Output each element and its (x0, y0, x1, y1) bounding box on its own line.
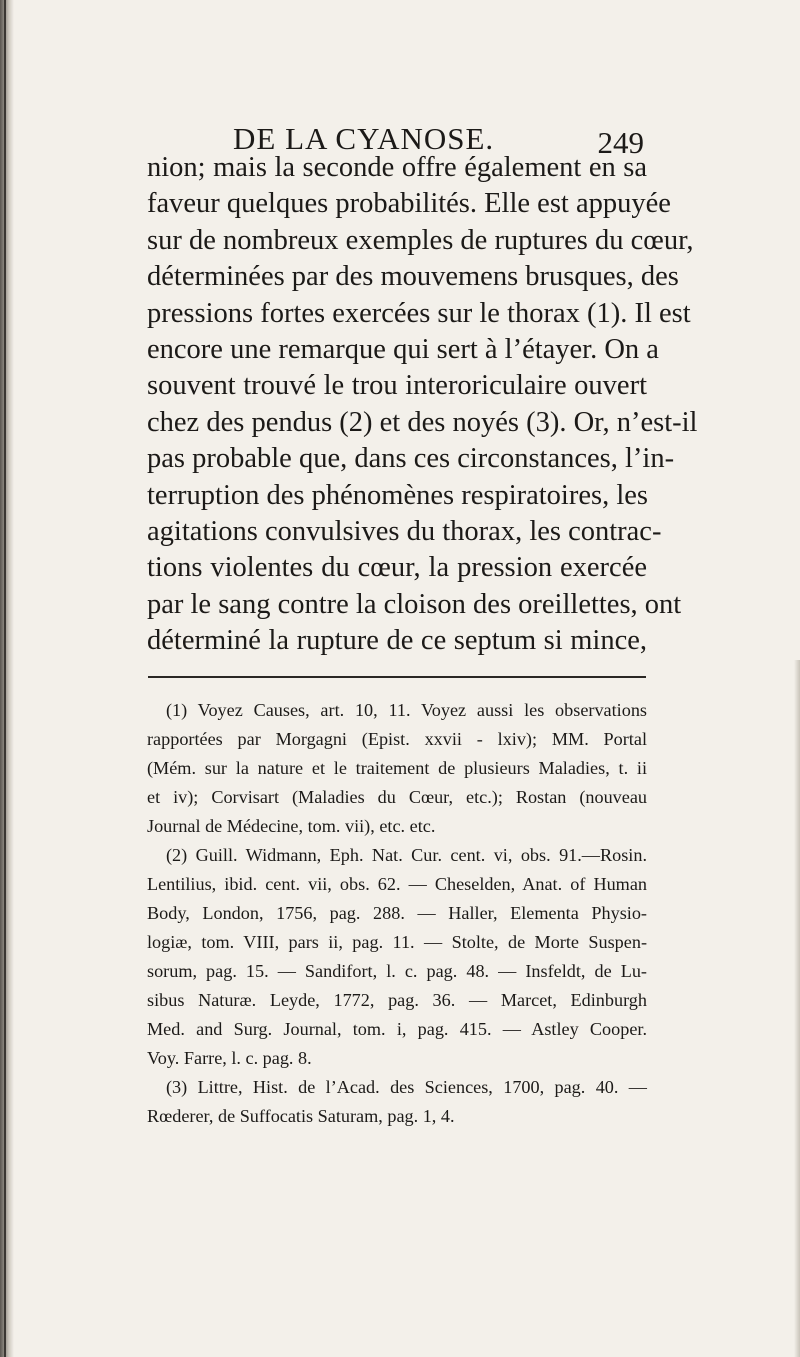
footnote-line: Med. and Surg. Journal, tom. i, pag. 415. — Astley Cooper. (147, 1019, 647, 1039)
footnote-line: Journal de Médecine, tom. vii), etc. etc. (147, 816, 436, 836)
footnote-line: et iv); Corvisart (Maladies du Cœur, etc.); Rostan (nouveau (147, 787, 647, 807)
footnote-line: rapportées par Morgagni (Epist. xxvii - lxiv); MM. Portal (147, 729, 647, 749)
text-line: tions violentes du cœur, la pression exercée (147, 552, 647, 584)
page-number: 249 (597, 125, 644, 160)
text-line: déterminé la rupture de ce septum si mince, (147, 625, 647, 657)
footnote-line: (3) Littre, Hist. de l’Acad. des Sciences, 1700, pag. 40. — (166, 1077, 647, 1097)
text-line: souvent trouvé le trou interoriculaire ouvert (147, 370, 647, 402)
text-line: encore une remarque qui sert à l’étayer. On a (147, 334, 659, 365)
footnote-line: logiæ, tom. VIII, pars ii, pag. 11. — Stolte, de Morte Suspen- (147, 932, 647, 952)
footnote-line: (2) Guill. Widmann, Eph. Nat. Cur. cent. vi, obs. 91.—Rosin. (166, 845, 647, 865)
text-line: pas probable que, dans ces circonstances, l’in- (147, 443, 675, 475)
footnote-line: Rœderer, de Suffocatis Saturam, pag. 1, 4. (147, 1106, 455, 1126)
footnote-line: sorum, pag. 15. — Sandifort, l. c. pag. 48. — Insfeldt, de Lu- (147, 961, 647, 981)
text-line: déterminées par des mouvemens brusques, des (147, 261, 679, 293)
text-line: terruption des phénomènes respiratoires, les (147, 479, 648, 511)
text-line: chez des pendus (2) et des noyés (3). Or, n’est-il (147, 406, 698, 438)
text-line: par le sang contre la cloison des oreillettes, ont (147, 588, 682, 620)
page-edge-shadow (794, 660, 800, 1357)
footnote-line: (1) Voyez Causes, art. 10, 11. Voyez aussi les observations (166, 700, 647, 720)
footnote-line: Body, London, 1756, pag. 288. — Haller, Elementa Physio- (147, 903, 647, 923)
text-line: sur de nombreux exemples de ruptures du cœur, (147, 224, 694, 256)
running-title: DE LA CYANOSE. (233, 121, 495, 156)
text-line: faveur quelques probabilités. Elle est appuyée (147, 188, 671, 220)
text-line: agitations convulsives du thorax, les contrac- (147, 516, 662, 547)
footnote-line: Lentilius, ibid. cent. vii, obs. 62. — Cheselden, Anat. of Human (147, 874, 647, 894)
footnote-line: sibus Naturæ. Leyde, 1772, pag. 36. — Marcet, Edinburgh (147, 990, 647, 1010)
footnote-rule (148, 676, 646, 678)
footnote-line: Voy. Farre, l. c. pag. 8. (147, 1048, 312, 1068)
text-line: nion; mais la seconde offre également en sa (147, 152, 647, 183)
footnote-line: (Mém. sur la nature et le traitement de plusieurs Maladies, t. ii (147, 758, 647, 778)
text-line: pressions fortes exercées sur le thorax (1). Il est (147, 297, 691, 329)
